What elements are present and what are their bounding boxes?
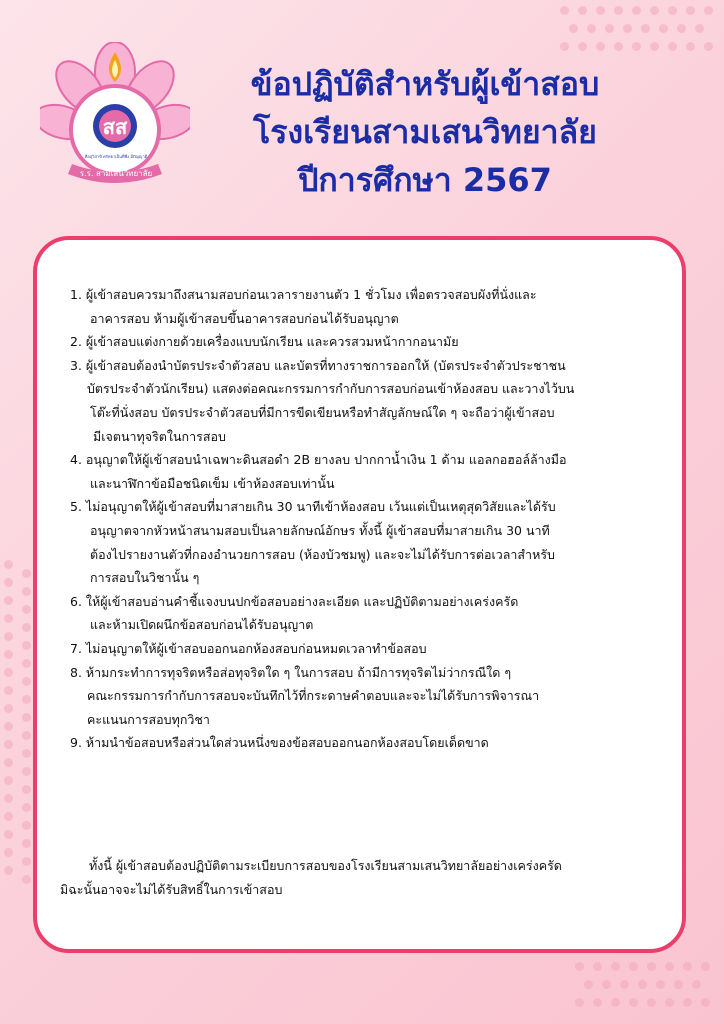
school-logo <box>40 42 190 192</box>
rule-line: มีเจตนาทุจริตในการสอบ <box>93 428 226 444</box>
title-line-3: ปีการศึกษา 2567 <box>298 161 552 199</box>
rule-line: และนาฬิกาข้อมือชนิดเข็ม เข้าห้องสอบเท่านั้น <box>90 475 335 491</box>
svg-text:สส: สส <box>102 115 128 139</box>
rule-line: ต้องไปรายงานตัวที่กองอำนวยการสอบ (ห้องบัวชมพู) และจะไม่ได้รับการต่อเวลาสำหรับ <box>90 546 555 562</box>
closing-note <box>60 854 682 901</box>
closing-note-line-1: ทั้งนี้ ผู้เข้าสอบต้องปฏิบัติตามระเบียบการสอบของโรงเรียนสามเสนวิทยาลัยอย่างเคร่งครัด <box>89 858 562 873</box>
rule-line: 8. ห้ามกระทำการทุจริตหรือส่อทุจริตใด ๆ ในการสอบ ถ้ามีการทุจริตไม่ว่ากรณีใด ๆ <box>70 664 512 680</box>
rule-line: โต๊ะที่นั่งสอบ บัตรประจำตัวสอบที่มีการขีดเขียนหรือทำสัญลักษณ์ใด ๆ จะถือว่าผู้เข้าสอบ <box>90 404 555 420</box>
rules-list <box>60 283 682 755</box>
rule-line: 1. ผู้เข้าสอบควรมาถึงสนามสอบก่อนเวลารายงานตัว 1 ชั่วโมง เพื่อตรวจสอบผังที่นั่งและ <box>70 287 537 302</box>
rule-line: อนุญาตจากหัวหน้าสนามสอบเป็นลายลักษณ์อักษร ทั้งนี้ ผู้เข้าสอบที่มาสายเกิน 30 นาที <box>90 522 550 538</box>
rule-line: 5. ไม่อนุญาตให้ผู้เข้าสอบที่มาสายเกิน 30 นาทีเข้าห้องสอบ เว้นแต่เป็นเหตุสุดวิสัยและได้รับ <box>70 499 556 515</box>
rule-line: 4. อนุญาตให้ผู้เข้าสอบนำเฉพาะดินสอดำ 2B ยางลบ ปากกาน้ำเงิน 1 ด้าม แอลกอฮอล์ล้างมือ <box>70 452 567 468</box>
rule-line: การสอบในวิชานั้น ๆ <box>90 570 200 586</box>
rule-line: บัตรประจำตัวนักเรียน) แสดงต่อคณะกรรมการกำกับการสอบก่อนเข้าห้องสอบ และวางไว้บน <box>87 381 575 397</box>
closing-note-line-2: มิฉะนั้นอาจจะไม่ได้รับสิทธิ์ในการเข้าสอบ <box>60 881 283 897</box>
rule-line: คะแนนการสอบทุกวิชา <box>87 711 210 727</box>
rule-line: 2. ผู้เข้าสอบแต่งกายด้วยเครื่องแบบนักเรียน และควรสวมหน้ากากอนามัย <box>70 334 459 350</box>
page-title <box>205 60 645 204</box>
logo-school-name: ร.ร. สามเสนวิทยาลัย <box>79 169 153 178</box>
decor-dots-top-right <box>560 0 720 60</box>
rule-line: คณะกรรมการกำกับการสอบจะบันทึกไว้ที่กระดาษคำตอบและจะไม่ได้รับการพิจารณา <box>87 688 540 704</box>
rule-line: อาคารสอบ ห้ามผู้เข้าสอบขึ้นอาคารสอบก่อนได้รับอนุญาต <box>90 310 399 326</box>
rule-line: และห้ามเปิดผนึกข้อสอบก่อนได้รับอนุญาต <box>90 617 314 633</box>
rule-line: 9. ห้ามนำข้อสอบหรือส่วนใดส่วนหนึ่งของข้อสอบออกนอกห้องสอบโดยเด็ดขาด <box>70 735 489 751</box>
rule-line: 6. ให้ผู้เข้าสอบอ่านคำชี้แจงบนปกข้อสอบอย่างละเอียด และปฏิบัติตามอย่างเคร่งครัด <box>70 593 519 609</box>
title-line-2: โรงเรียนสามเสนวิทยาลัย <box>253 113 597 151</box>
title-line-1: ข้อปฏิบัติสำหรับผู้เข้าสอบ <box>250 65 600 103</box>
logo-motto: ศีลสุวิสาขิ ศรัทธาเป็นที่พึ่ง มีปัญญาดี <box>84 154 148 159</box>
decor-dots-bottom-right <box>575 962 720 1022</box>
rule-line: 7. ไม่อนุญาตให้ผู้เข้าสอบออกนอกห้องสอบก่อนหมดเวลาทำข้อสอบ <box>70 640 427 656</box>
rule-line: 3. ผู้เข้าสอบต้องนำบัตรประจำตัวสอบ และบัตรที่ทางราชการออกให้ (บัตรประจำตัวประชาชน <box>70 357 566 373</box>
